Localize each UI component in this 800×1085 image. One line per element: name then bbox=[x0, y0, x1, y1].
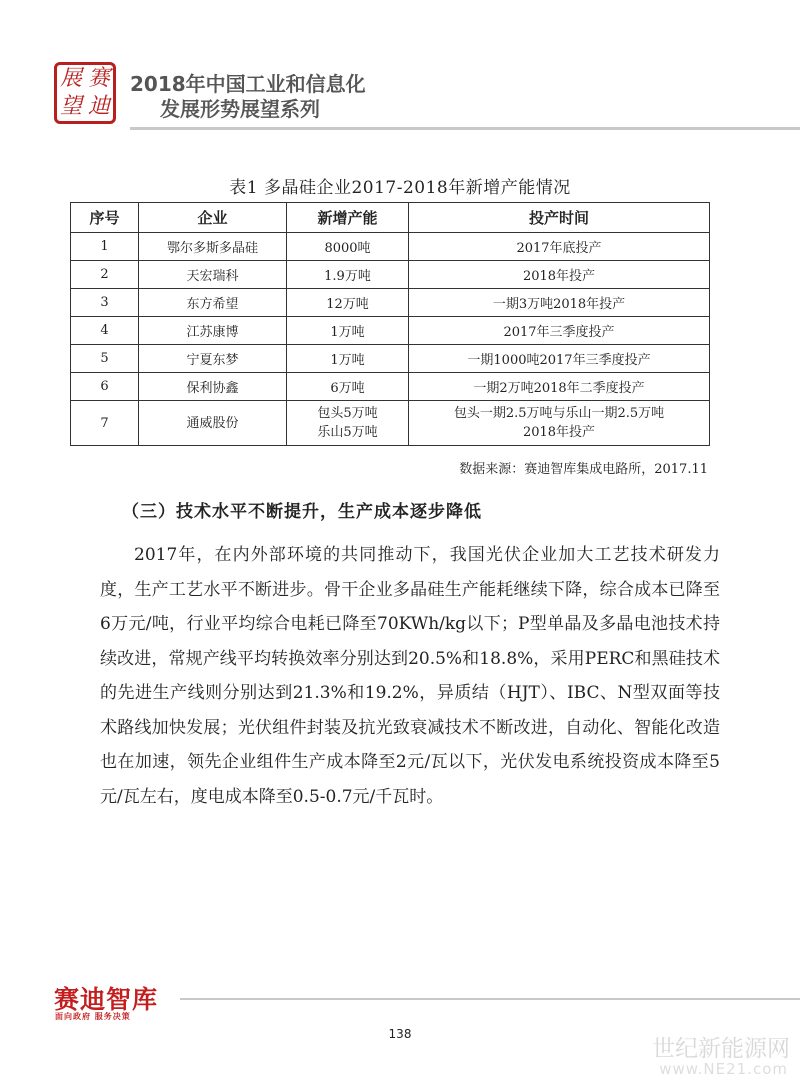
footer-divider bbox=[180, 998, 800, 1000]
table-cell: 12万吨 bbox=[287, 289, 409, 317]
series-title-line2: 发展形势展望系列 bbox=[160, 97, 320, 121]
section-heading: （三）技术水平不断提升，生产成本逐步降低 bbox=[122, 502, 482, 522]
footer-logo: 赛迪智库 bbox=[54, 985, 159, 1014]
watermark-url: www.NE21.com bbox=[659, 1060, 788, 1078]
table-header-row bbox=[71, 203, 710, 233]
column-header: 企业 bbox=[139, 203, 287, 233]
column-header: 序号 bbox=[71, 203, 139, 233]
cell-line: 包头5万吨 bbox=[317, 406, 378, 421]
table-cell: 通威股份 bbox=[139, 401, 287, 446]
table-cell: 东方希望 bbox=[139, 289, 287, 317]
footer-slogan: 面向政府 服务决策 bbox=[55, 1012, 131, 1021]
table-cell bbox=[409, 401, 710, 446]
table-cell: 鄂尔多斯多晶硅 bbox=[139, 233, 287, 261]
table-row bbox=[71, 401, 710, 446]
table-cell: 宁夏东梦 bbox=[139, 345, 287, 373]
table-cell: 一期3万吨2018年投产 bbox=[409, 289, 710, 317]
cell-line: 包头一期2.5万吨与乐山一期2.5万吨 bbox=[453, 406, 665, 421]
seal-char: 赛 bbox=[87, 66, 110, 91]
cell-line: 乐山5万吨 bbox=[317, 425, 378, 440]
table-cell: 一期1000吨2017年三季度投产 bbox=[409, 345, 710, 373]
table-cell: 保利协鑫 bbox=[139, 373, 287, 401]
page-number: 138 bbox=[388, 1027, 412, 1041]
seal-char: 迪 bbox=[87, 94, 110, 119]
header-seal-logo bbox=[54, 62, 116, 124]
table-cell: 3 bbox=[71, 289, 139, 317]
table-cell: 2 bbox=[71, 261, 139, 289]
column-header: 新增产能 bbox=[287, 203, 409, 233]
table-cell: 1万吨 bbox=[287, 317, 409, 345]
table-row bbox=[71, 261, 710, 289]
table-cell: 2017年底投产 bbox=[409, 233, 710, 261]
data-source-note: 数据来源：赛迪智库集成电路所，2017.11 bbox=[459, 462, 708, 477]
column-header: 投产时间 bbox=[409, 203, 710, 233]
table-cell: 一期2万吨2018年二季度投产 bbox=[409, 373, 710, 401]
header-divider bbox=[130, 127, 800, 130]
table-cell: 江苏康博 bbox=[139, 317, 287, 345]
table-cell: 8000吨 bbox=[287, 233, 409, 261]
table-row bbox=[71, 289, 710, 317]
cell-line: 2018年投产 bbox=[522, 425, 596, 440]
body-paragraph: 2017年，在内外部环境的共同推动下，我国光伏企业加大工艺技术研发力度，生产工艺水平不断进步。骨干企业多晶硅生产能耗继续下降，综合成本已降至6万元/吨，行业平均综合电耗已降至70KWh/kg以下；P型单晶及多晶电池技术持续改进，常规产线平均转换效率分别达到20.5%和18.8%，采用PERC和黑硅技术的先进生产线则分别达到21.3%和19.2%，异质结（HJT）、IBC、N型双面等技术路线加快发展；光伏组件封装及抗光致衰减技术不断改进，自动化、智能化改造也在加速，领先企业组件生产成本降至2元/瓦以下，光伏发电系统投资成本降至5元/瓦左右，度电成本降至0.5-0.7元/千瓦时。 bbox=[100, 545, 720, 807]
table-cell: 7 bbox=[71, 401, 139, 446]
table-cell: 1 bbox=[71, 233, 139, 261]
seal-char: 展 bbox=[59, 66, 82, 91]
seal-char: 望 bbox=[59, 94, 82, 119]
table-cell: 6万吨 bbox=[287, 373, 409, 401]
table-caption: 表1 多晶硅企业2017-2018年新增产能情况 bbox=[229, 178, 571, 198]
table-row bbox=[71, 373, 710, 401]
table-row bbox=[71, 317, 710, 345]
table-row bbox=[71, 233, 710, 261]
table-cell: 1万吨 bbox=[287, 345, 409, 373]
table-cell: 5 bbox=[71, 345, 139, 373]
series-title bbox=[130, 72, 366, 122]
table-cell: 4 bbox=[71, 317, 139, 345]
table-cell: 天宏瑞科 bbox=[139, 261, 287, 289]
table-cell: 2018年投产 bbox=[409, 261, 710, 289]
table-cell: 6 bbox=[71, 373, 139, 401]
table-cell bbox=[287, 401, 409, 446]
watermark-text: 世纪新能源网 bbox=[652, 1036, 790, 1062]
capacity-table bbox=[70, 202, 710, 446]
series-title-line1: 2018年中国工业和信息化 bbox=[130, 72, 366, 96]
table-cell: 1.9万吨 bbox=[287, 261, 409, 289]
table-cell: 2017年三季度投产 bbox=[409, 317, 710, 345]
table-row bbox=[71, 345, 710, 373]
